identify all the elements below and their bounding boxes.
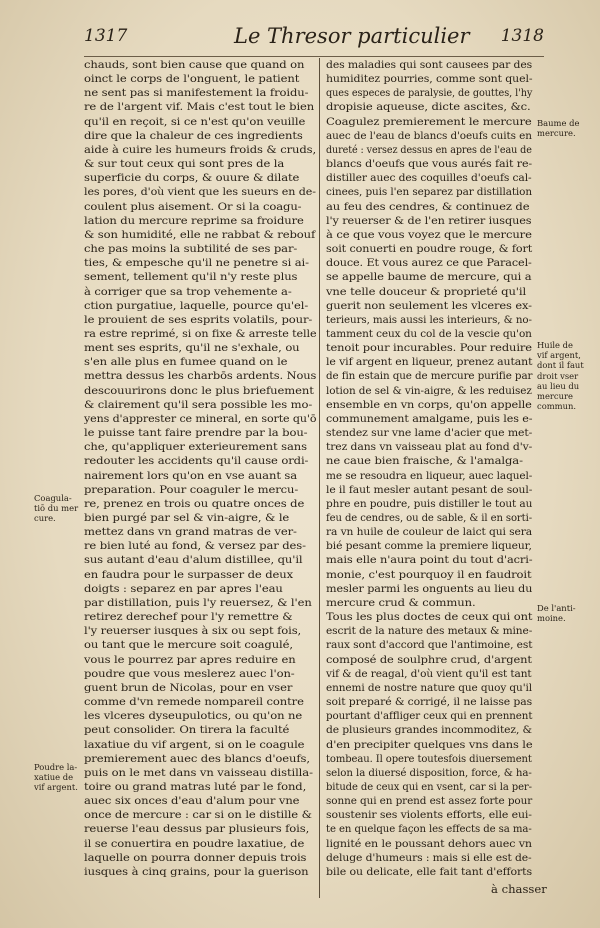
text-line: & son humidité, elle ne rabbat & rebouf [84,228,316,241]
margin-note-line: vif argent. [34,782,78,793]
text-line: auec six onces d'eau d'alum pour vne [84,795,300,808]
text-line: à ce que vous voyez que le mercure [326,228,532,241]
text-line: che, qu'appliquer exterieurement sans [84,441,307,454]
margin-note-line: vif argent, [537,350,581,361]
margin-note-line: tiō du mer [34,503,79,514]
text-line: descouurirons donc le plus briefuement [84,384,314,397]
text-line: guent brun de Nicolas, pour en vser [84,681,293,694]
text-line: l'y reuerser iusques à six ou sept fois, [84,625,302,638]
text-line: mercure crud & commun. [326,596,476,609]
margin-note-line: commun. [537,401,577,412]
text-line: terieurs, mais aussi les interieurs, & no- [326,313,532,326]
text-line: lotion de sel & vin-aigre, & les reduisez [326,384,532,397]
text-line: soit conuerti en poudre rouge, & fort [326,243,533,256]
margin-note-huile [537,340,584,411]
text-line: puis on le met dans vn vaisseau distilla- [84,766,313,779]
text-line: retirez derechef pour l'y remettre & [84,611,293,624]
text-line: trez dans vn vaisseau plat au fond d'v- [326,441,533,454]
text-line: re, prenez en trois ou quatre onces de [84,497,305,510]
margin-note-line: droit vser [537,370,579,381]
text-line: dire que la chaleur de ces ingredients [84,129,303,142]
text-line: bien purgé par sel & vin-aigre, & le [84,512,290,524]
margin-note-line: xatiue de [34,772,74,783]
text-line: tamment ceux du col de la vescie qu'on [326,327,532,340]
text-line: de fin estain que de mercure purifie par [326,370,533,383]
text-line: soit preparé & corrigé, il ne laisse pas [326,696,533,709]
text-line: humiditez pourries, comme sont quel- [326,73,533,86]
text-line: redouter les accidents qu'il cause ordi- [84,455,309,468]
text-line: comme d'vn remede nompareil contre [84,696,304,709]
text-line: ennemi de nostre nature que quoy qu'il [326,681,532,694]
running-header [84,24,544,52]
text-line: qu'il en reçoit, si ce n'est qu'on veuille [84,115,306,128]
margin-note-line: Poudre la- [34,762,78,772]
text-line: once de mercure : car si on le distille & [84,809,312,822]
text-line: il se conuertira en poudre laxatiue, de [84,837,305,850]
text-line: dureté : versez dessus en apres de l'eau de [326,143,532,156]
text-line: ne caue bien fraische, & l'amalga- [326,455,523,468]
text-line: des maladies qui sont causees par des [326,59,533,71]
margin-note-line: mercure [537,391,573,402]
text-line: re bien luté au fond, & versez par des- [84,540,306,553]
text-line: ra vn huile de couleur de laict qui sera [326,526,533,539]
margin-note-line: dont il faut [537,360,584,371]
text-line: douce. Et vous aurez ce que Paracel- [326,257,532,270]
text-line: che pas moins la subtilité de ses par- [84,243,298,256]
text-line: le vif argent en liqueur, prenez autant [326,356,533,369]
text-line: peut consolider. On tirera la faculté [84,724,290,737]
text-line: vne telle douceur & proprieté qu'il [326,285,527,298]
text-line: tenoit pour incurables. Pour reduire [326,342,532,355]
header-rule [84,56,544,57]
text-line: ou tant que le mercure soit coagulé, [84,639,293,652]
text-line: Tous les plus doctes de ceux qui ont [326,611,533,624]
text-line: yens d'apprester ce mineral, en sorte qu'ō [84,412,317,425]
text-line: toire ou grand matras luté par le fond, [84,780,307,793]
text-line: te en quelque façon les effects de sa ma- [326,823,532,836]
text-line: mettez dans vn grand matras de ver- [84,526,297,539]
margin-note-antimoine [537,603,576,623]
text-line: bitude de ceux qui en vsent, car si la per- [326,780,532,793]
margin-note-line: De l'anti- [537,603,576,613]
text-line: blancs d'oeufs que vous aurés fait re- [326,158,533,171]
text-line: phre en poudre, puis distiller le tout au [326,497,533,510]
text-line: lignité en le poussant dehors auec vn [326,837,532,850]
text-line: pourtant d'affliger ceux qui en prennent [326,710,533,723]
right-column [326,58,532,879]
margin-note-line: Huile de [537,340,573,350]
left-column [84,58,316,879]
text-line: vous le pourrez par apres reduire en [84,653,296,666]
text-line: vif & de reagal, d'où vient qu'il est tant [326,667,532,680]
text-line: ne sent pas si manifestement la froidu- [84,87,309,100]
text-line: par distillation, puis l'y reuersez, & l'en [84,596,312,609]
text-line: superficie du corps, & ouure & dilate [84,172,300,185]
text-line: en faudra pour le surpasser de deux [84,568,294,581]
text-line: les vlceres dyseupulotics, ou qu'on ne [84,710,303,723]
text-line: ques especes de paralysie, de gouttes, l'hy [326,87,533,100]
text-line: s'en alle plus en fumee quand on le [84,356,288,369]
text-line: tombeau. Il opere toutesfois diuersement [326,752,532,765]
text-line: soustenir ses violents efforts, elle eui- [326,809,532,822]
text-line: le il faut mesler autant pesant de soul- [326,483,533,496]
text-line: mais elle n'aura point du tout d'acri- [326,554,533,567]
text-line: preparation. Pour coaguler le mercu- [84,483,299,496]
text-line: mettra dessus les charbōs ardents. Nous [84,370,317,383]
text-line: selon la diuersé disposition, force, & ha- [326,766,532,779]
text-line: l'y reuerser & de l'en retirer iusques [326,214,532,227]
margin-note-coagulation [34,493,78,524]
text-line: ra estre reprimé, si on fixe & arreste telle [84,327,317,340]
page-number-left: 1317 [84,26,128,46]
text-line: & sur tout ceux qui sont pres de la [84,158,285,171]
text-line: dropisie aqueuse, dicte ascites, &c. [326,101,531,114]
text-line: & clairement qu'il sera possible les mo- [84,398,313,411]
text-line: à corriger que sa trop vehemente a- [84,285,292,298]
margin-note-line: cure. [34,513,56,524]
text-line: nairement lors qu'on en vse auant sa [84,469,298,482]
text-line: bile ou delicate, elle fait tant d'efforts [326,865,533,878]
text-line: cinees, puis l'en separez par distillation [326,186,532,199]
text-line: monie, c'est pourquoy il en faudroit [326,568,532,581]
running-title: Le Thresor particulier [234,24,470,48]
margin-note-line: mercure. [537,128,576,139]
text-line: ction purgatiue, laquelle, pource qu'el- [84,299,309,312]
text-line: composé de soulphre crud, d'argent [326,653,532,666]
margin-note-line: Baume de [537,118,580,128]
text-line: sement, tellement qu'il n'y reste plus [84,271,298,284]
text-line: ensemble en vn corps, qu'on appelle [326,398,532,411]
text-line: bié pesant comme la premiere liqueur, [326,540,532,553]
text-line: reuerse l'eau dessus par plusieurs fois, [84,823,310,836]
text-line: le prouient de ses esprits volatils, pour- [84,313,313,326]
text-line: aide à cuire les humeurs froids & cruds, [84,143,317,156]
margin-note-baume [537,118,579,138]
text-line: d'en precipiter quelques vns dans le [326,738,533,751]
text-line: sus autant d'eau d'alum distillee, qu'il [84,554,303,567]
text-line: sonne qui en prend est assez forte pour [326,795,533,808]
text-line: le puisse tant faire prendre par la bou- [84,427,308,440]
page-number-right: 1318 [500,26,544,46]
text-line: escrit de la nature des metaux & mine- [326,625,533,638]
text-line: de plusieurs grandes incommoditez, & [326,724,532,737]
margin-note-line: Coagula- [34,493,72,503]
text-line: me se resoudra en liqueur, auec laquel- [326,469,533,482]
text-line: communement amalgame, puis les e- [326,412,533,425]
text-line: ment ses esprits, qu'il ne s'exhale, ou [84,342,300,355]
text-line: raux sont d'accord que l'antimoine, est [326,639,533,652]
text-line: Coagulez premierement le mercure [326,115,532,128]
margin-note-line: au lieu du [537,380,580,391]
text-line: stendez sur vne lame d'acier que met- [326,427,533,440]
text-line: oinct le corps de l'onguent, le patient [84,73,300,86]
text-line: mesler parmi les onguents au lieu du [326,582,533,595]
text-line: feu de cendres, ou de sable, & il en sorti- [326,512,532,524]
margin-note-poudre [34,762,78,793]
text-line: guerit non seulement les vlceres ex- [326,299,532,312]
text-line: coulent plus aisement. Or si la coagu- [84,200,302,213]
text-line: re de l'argent vif. Mais c'est tout le bien [84,101,315,114]
text-line: auec de l'eau de blancs d'oeufs cuits en [326,129,532,142]
text-line: deluge d'humeurs : mais si elle est de- [326,851,532,864]
text-line: au feu des cendres, & continuez de [326,200,530,213]
text-line: lation du mercure reprime sa froidure [84,214,304,227]
text-line: laxatiue du vif argent, si on le coagule [84,738,305,751]
margin-note-line: moine. [537,613,566,624]
text-line: poudre que vous meslerez auec l'on- [84,667,295,680]
text-line: doigts : separez en par apres l'eau [84,582,283,595]
text-line: se appelle baume de mercure, qui a [326,271,532,284]
text-line: ties, & empesche qu'il ne penetre si ai- [84,257,309,270]
text-line: iusques à cinq grains, pour la guerison [84,865,309,878]
text-line: laquelle on pourra donner depuis trois [84,851,307,864]
catchword: à chasser [491,882,547,896]
text-line: chauds, sont bien cause que quand on [84,59,305,71]
text-line: distiller auec des coquilles d'oeufs cal- [326,172,532,185]
text-line: les pores, d'où vient que les sueurs en de- [84,186,316,199]
text-line: premierement auec des blancs d'oeufs, [84,752,310,765]
